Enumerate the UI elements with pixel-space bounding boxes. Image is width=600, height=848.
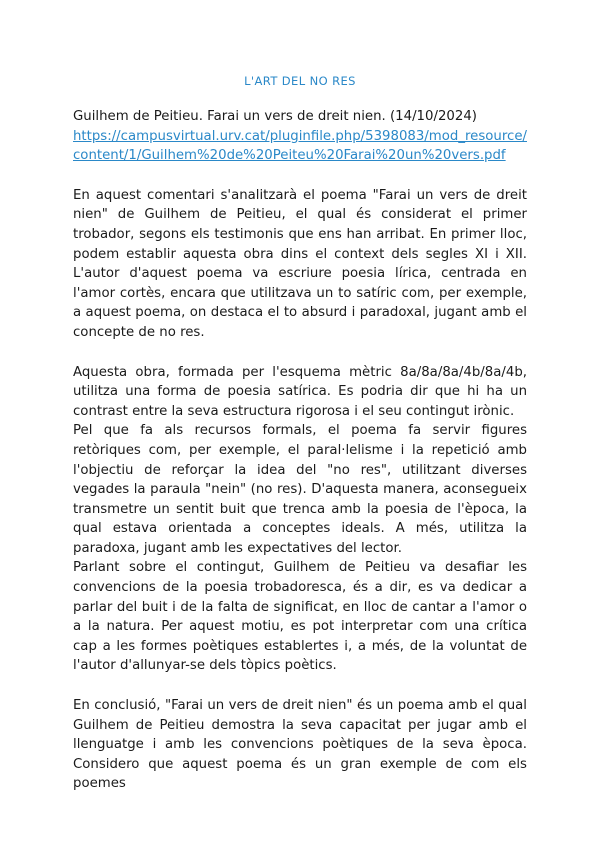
- citation: Guilhem de Peitieu. Farai un vers de dreit nien. (14/10/2024): [73, 109, 477, 124]
- paragraph-structure: Aquesta obra, formada per l'esquema mètric 8a/8a/8a/4b/8a/4b, utilitza una forma de poesia satírica. Es podria dir que hi ha un contrast entre la seva estructura rigorosa i el seu contingut irònic.: [73, 364, 527, 419]
- spacer: [73, 343, 527, 363]
- paragraph-content: Parlant sobre el contingut, Guilhem de Peitieu va desafiar les convencions de la poesia trobadoresca, és a dir, es va dedicar a parlar del buit i de la falta de significat, en lloc de cantar a l'amor o a la natura. Per aquest motiu, es pot interpretar com una crítica cap a les formes poètiques establertes i, a més, de la voluntat de l'autor d'allunyar-se dels tòpics poètics.: [73, 560, 527, 674]
- paragraph-introduction: En aquest comentari s'analitzarà el poema "Farai un vers de dreit nien" de Guilhem de Peitieu, el qual és considerat el primer trobador, segons els testimonis que ens han arribat. En primer lloc, podem establir aquesta obra dins el context dels segles XI i XII. L'autor d'aquest poema va escriure poesia lírica, centrada en l'amor cortès, encara que utilitzava un to satíric com, per exemple, a aquest poema, on destaca el to absurd i paradoxal, jugant amb el concepte de no res.: [73, 187, 527, 340]
- document-body: [73, 107, 527, 794]
- paragraph-formal-resources: Pel que fa als recursos formals, el poema fa servir figures retòriques com, per exemple, el paral·lelisme i la repetició amb l'objectiu de reforçar la idea del "no res", utilitzant diverses vegades la paraula "nein" (no res). D'aquesta manera, aconsegueix transmetre un sentit buit que trenca amb la poesia de l'època, la qual estava orientada a conceptes ideals. A més, utilitza la paradoxa, jugant amb les expectatives del lector.: [73, 423, 527, 556]
- source-link[interactable]: https://campusvirtual.urv.cat/pluginfile.php/5398083/mod_resource/content/1/Guilhem%20de%20Peiteu%20Farai%20un%20vers.pdf: [73, 128, 527, 164]
- paragraph-conclusion: En conclusió, "Farai un vers de dreit nien" és un poema amb el qual Guilhem de Peitieu demostra la seva capacitat per jugar amb el llenguatge i amb les convencions poètiques de la seva època. Considero que aquest poema és un gran exemple de com els poemes: [73, 698, 527, 792]
- spacer: [73, 676, 527, 696]
- document-title: L'ART DEL NO RES: [244, 74, 356, 88]
- spacer: [73, 166, 527, 186]
